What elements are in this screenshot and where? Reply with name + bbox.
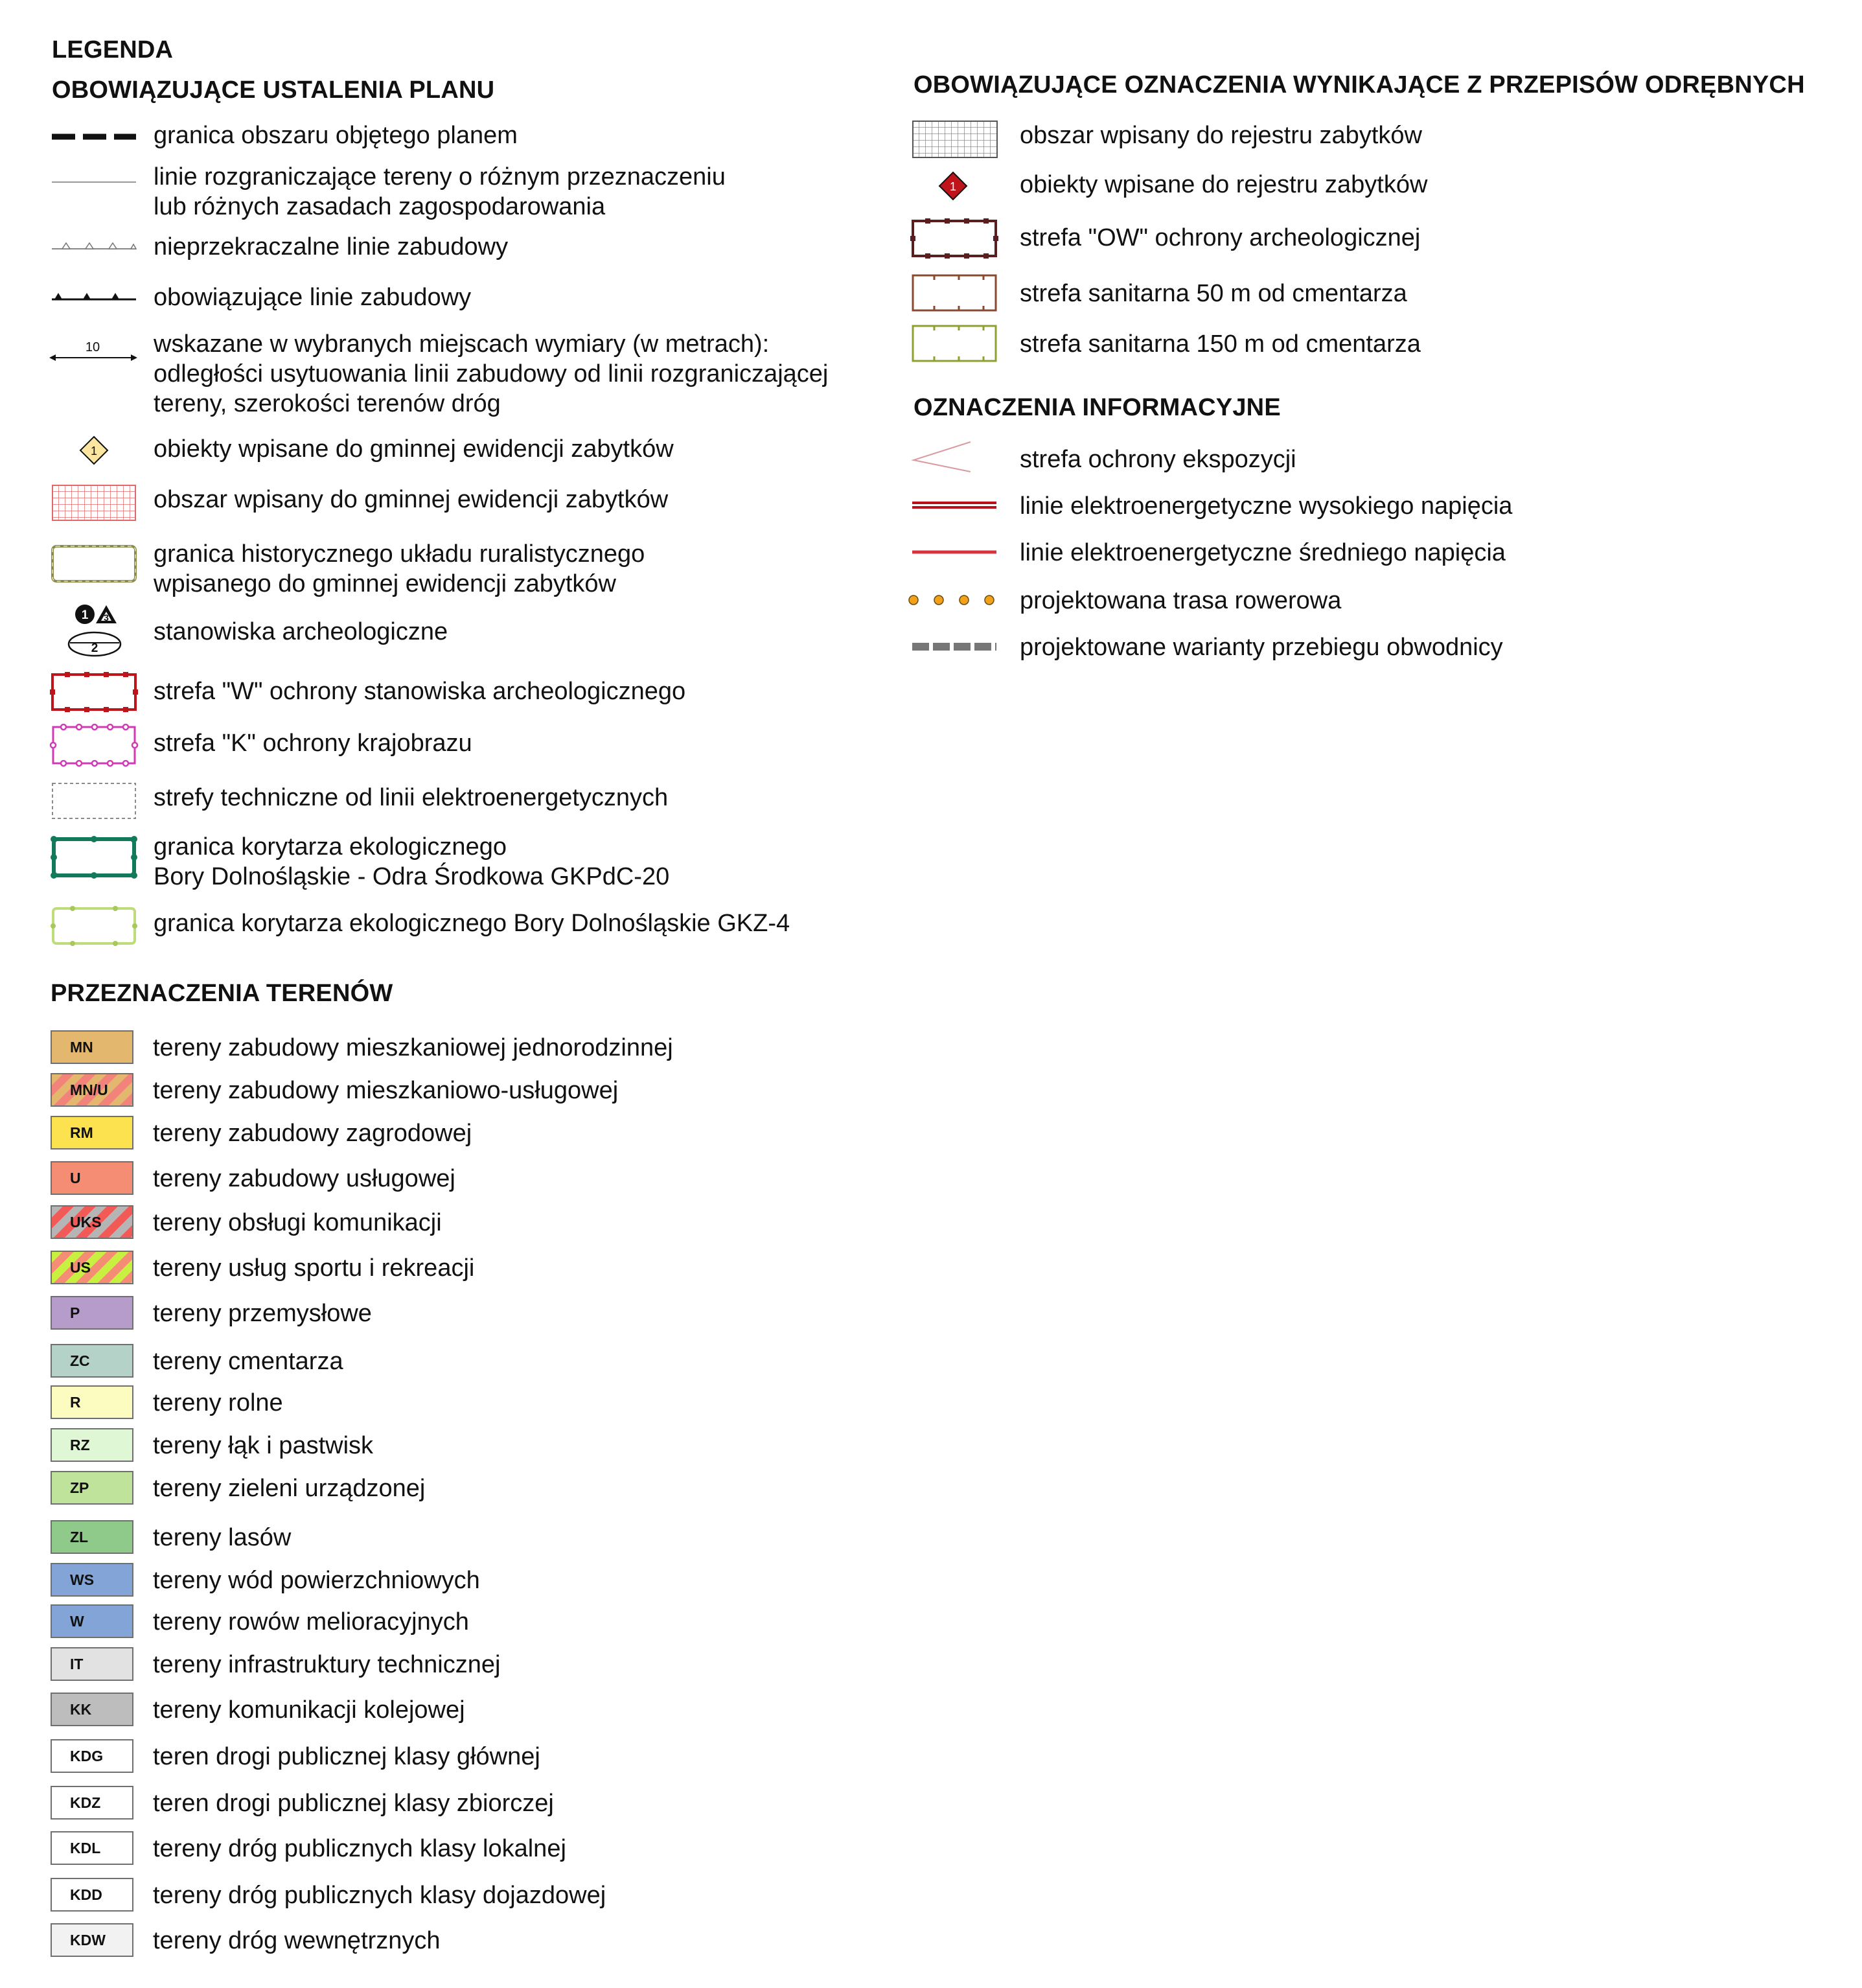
land-use-label: tereny zabudowy mieszkaniowo-usługowej (153, 1077, 619, 1104)
section-heading-other-regulations: OBOWIĄZUJĄCE OZNACZENIA WYNIKAJĄCE Z PRZEPISÓW ODRĘBNYCH (914, 71, 1805, 98)
gray-dash-line-icon (911, 640, 998, 653)
land-use-label: tereny dróg wewnętrznych (153, 1927, 441, 1954)
legend-item-label: strefa ochrony ekspozycji (1020, 446, 1296, 473)
site-number-text: 2 (91, 641, 98, 655)
land-use-swatch-kdl (51, 1831, 133, 1865)
olive-rounded-border-icon (51, 544, 137, 583)
legend-item-label: granica obszaru objętego planem (154, 122, 518, 149)
brown-tick-border-icon (911, 273, 998, 312)
site-number-text: 3 (104, 612, 109, 623)
section-heading-informational: OZNACZENIA INFORMACYJNE (914, 394, 1281, 421)
land-use-swatch-us (51, 1251, 133, 1284)
gray-grid-icon (912, 121, 999, 158)
orange-dots-icon (907, 592, 998, 609)
land-use-code: ZC (70, 1352, 90, 1369)
dimension-value-text: 10 (85, 340, 100, 354)
yellow-diamond-icon (79, 435, 109, 465)
monument-number-text: 1 (949, 180, 957, 193)
legend-item-label: granica korytarza ekologicznego Bory Dolnośląskie - Odra Środkowa GKPdC-20 (154, 833, 670, 890)
land-use-label: tereny cmentarza (153, 1348, 343, 1375)
land-use-swatch-it (51, 1647, 133, 1681)
legend-item-label: granica historycznego układu ruralistycznego wpisanego do gminnej ewidencji zabytków (154, 540, 645, 597)
land-use-swatch-kdg (51, 1739, 133, 1773)
land-use-swatch-rm (51, 1116, 133, 1150)
legend-title: LEGENDA (52, 36, 174, 64)
land-use-label: tereny rolne (153, 1389, 283, 1416)
section-heading-land-use: PRZEZNACZENIA TERENÓW (51, 980, 393, 1007)
green-dot-border-icon (51, 836, 137, 879)
land-use-label: tereny usług sportu i rekreacji (153, 1254, 475, 1282)
dimension-arrow-icon (49, 337, 140, 369)
land-use-code: R (70, 1393, 81, 1411)
land-use-swatch-kdw (51, 1923, 133, 1957)
legend-item-label: obszar wpisany do gminnej ewidencji zabytków (154, 486, 669, 513)
exposure-angle-icon (911, 439, 976, 476)
legend-item-label: granica korytarza ekologicznego Bory Dolnośląskie GKZ-4 (154, 910, 790, 937)
legend-item-label: strefa "K" ochrony krajobrazu (154, 730, 472, 757)
site-number-text: 1 (81, 608, 89, 622)
land-use-code: MN (70, 1038, 93, 1056)
land-use-label: tereny zabudowy zagrodowej (153, 1120, 472, 1147)
land-use-label: tereny zabudowy usługowej (153, 1165, 455, 1192)
land-use-code: MN/U (70, 1081, 108, 1098)
land-use-label: tereny zieleni urządzonej (153, 1475, 426, 1502)
land-use-code: RM (70, 1124, 93, 1141)
land-use-label: tereny zabudowy mieszkaniowej jednorodzinnej (153, 1034, 673, 1061)
land-use-label: teren drogi publicznej klasy głównej (153, 1743, 540, 1770)
filled-triangle-line-icon (51, 286, 137, 306)
land-use-code: ZL (70, 1528, 89, 1545)
legend-item-label: obowiązujące linie zabudowy (154, 284, 472, 311)
land-use-swatch-mn-u (51, 1073, 133, 1107)
brown-dotted-border-icon (911, 219, 998, 258)
legend-item-label: strefa "W" ochrony stanowiska archeologicznego (154, 678, 686, 705)
legend-item-label: projektowane warianty przebiegu obwodnicy (1020, 634, 1503, 661)
land-use-code: UKS (70, 1213, 102, 1231)
red-grid-icon (52, 485, 136, 521)
red-diamond-icon (938, 171, 968, 201)
land-use-code: KDG (70, 1747, 104, 1764)
gray-dashed-border-icon (51, 781, 137, 820)
lightgreen-dot-border-icon (51, 906, 137, 946)
land-use-swatch-kk (51, 1693, 133, 1726)
land-use-swatch-mn (51, 1030, 133, 1064)
land-use-label: teren drogi publicznej klasy zbiorczej (153, 1790, 554, 1817)
land-use-label: tereny łąk i pastwisk (153, 1432, 374, 1459)
legend-item-label: strefa sanitarna 50 m od cmentarza (1020, 280, 1407, 307)
legend-item-label: wskazane w wybranych miejscach wymiary (w metrach): odległości usytuowania linii zabudowy od linii rozgraniczającej tereny, szerokości terenów dróg (154, 330, 829, 417)
land-use-code: KK (70, 1700, 92, 1718)
legend-item-label: linie rozgraniczające tereny o różnym przeznaczeniu lub różnych zasadach zagospodarowania (154, 163, 726, 220)
legend-item-label: obszar wpisany do rejestru zabytków (1020, 122, 1422, 149)
thin-line-icon (51, 172, 137, 192)
land-use-code: RZ (70, 1436, 90, 1453)
land-use-swatch-r (51, 1385, 133, 1419)
land-use-code: IT (70, 1655, 84, 1672)
land-use-label: tereny infrastruktury technicznej (153, 1651, 501, 1678)
land-use-code: W (70, 1612, 84, 1630)
land-use-swatch-u (51, 1161, 133, 1195)
land-use-swatch-ws (51, 1563, 133, 1597)
land-use-swatch-uks (51, 1205, 133, 1239)
land-use-label: tereny dróg publicznych klasy dojazdowej (153, 1882, 606, 1909)
land-use-code: P (70, 1304, 80, 1321)
land-use-label: tereny lasów (153, 1524, 292, 1551)
legend-item-label: obiekty wpisane do rejestru zabytków (1020, 171, 1428, 198)
land-use-swatch-zl (51, 1520, 133, 1554)
section-heading-plan: OBOWIĄZUJĄCE USTALENIA PLANU (52, 76, 495, 104)
legend-item-label: nieprzekraczalne linie zabudowy (154, 233, 509, 260)
land-use-swatch-kdz (51, 1786, 133, 1820)
land-use-code: WS (70, 1571, 95, 1588)
land-use-label: tereny obsługi komunikacji (153, 1209, 442, 1236)
open-triangle-line-icon (51, 236, 137, 255)
land-use-code: US (70, 1258, 91, 1276)
land-use-code: U (70, 1169, 81, 1186)
land-use-code: KDD (70, 1886, 102, 1903)
land-use-swatch-w (51, 1604, 133, 1638)
land-use-label: tereny komunikacji kolejowej (153, 1696, 465, 1724)
land-use-label: tereny dróg publicznych klasy lokalnej (153, 1835, 566, 1862)
olive-tick-border-icon (911, 324, 998, 363)
red-dotted-border-icon (51, 673, 137, 711)
legend-item-label: strefa "OW" ochrony archeologicznej (1020, 224, 1421, 251)
archaeological-site-icon (65, 603, 130, 661)
legend-item-label: stanowiska archeologiczne (154, 618, 448, 645)
magenta-circle-border-icon (51, 724, 137, 766)
land-use-swatch-zp (51, 1471, 133, 1505)
land-use-code: KDL (70, 1839, 101, 1856)
land-use-label: tereny wód powierzchniowych (153, 1567, 480, 1594)
red-single-line-icon (911, 546, 998, 559)
legend-item-label: linie elektroenergetyczne wysokiego napięcia (1020, 492, 1513, 520)
land-use-code: KDZ (70, 1794, 101, 1811)
land-use-swatch-p (51, 1296, 133, 1330)
dashed-thick-line-icon (51, 127, 137, 146)
land-use-label: tereny przemysłowe (153, 1300, 372, 1327)
legend-item-label: projektowana trasa rowerowa (1020, 587, 1342, 614)
legend-item-label: strefa sanitarna 150 m od cmentarza (1020, 330, 1421, 358)
legend-item-label: strefy techniczne od linii elektroenergetycznych (154, 784, 669, 811)
land-use-swatch-kdd (51, 1878, 133, 1912)
monument-number-text: 1 (90, 445, 98, 457)
land-use-code: ZP (70, 1479, 89, 1496)
red-double-line-icon (911, 499, 998, 512)
land-use-label: tereny rowów melioracyjnych (153, 1608, 469, 1635)
land-use-swatch-rz (51, 1428, 133, 1462)
land-use-code: KDW (70, 1931, 106, 1948)
land-use-swatch-zc (51, 1344, 133, 1378)
legend-item-label: linie elektroenergetyczne średniego napięcia (1020, 539, 1506, 566)
legend-item-label: obiekty wpisane do gminnej ewidencji zabytków (154, 435, 674, 463)
